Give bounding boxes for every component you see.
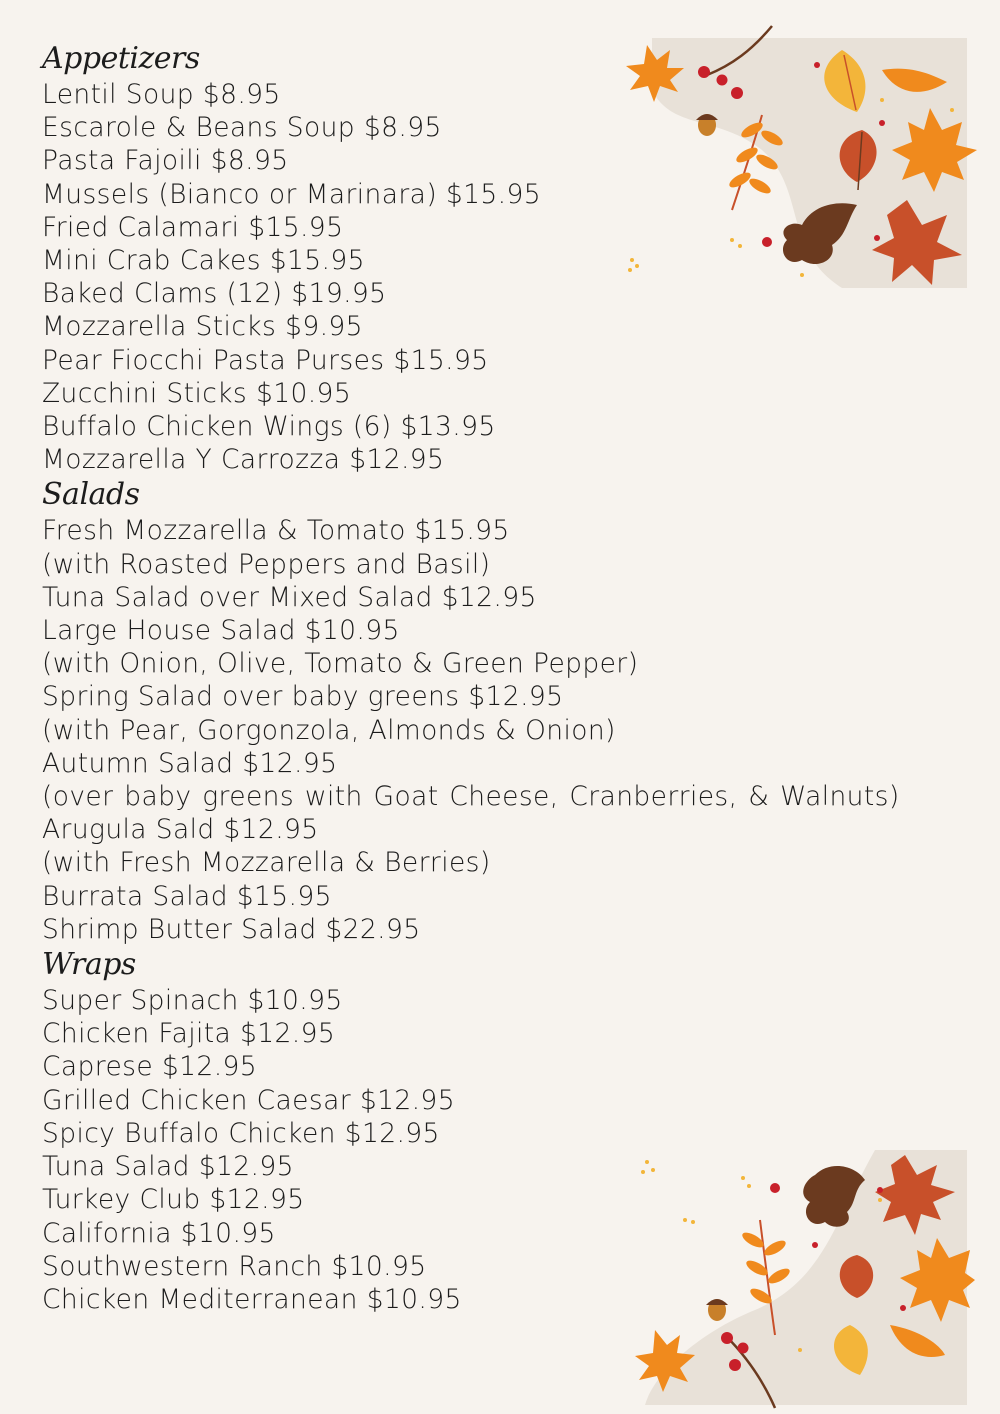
menu-item-note: (with Onion, Olive, Tomato & Green Pepper) <box>42 648 639 680</box>
menu-item: Tuna Salad over Mixed Salad $12.95 <box>42 581 537 613</box>
menu-item: Caprese $12.95 <box>42 1051 258 1083</box>
menu-item: Turkey Club $12.95 <box>42 1184 305 1216</box>
menu-item: Chicken Mediterranean $10.95 <box>42 1283 462 1315</box>
menu-item: Mozzarella Y Carrozza $12.95 <box>42 444 445 476</box>
menu-item: California $10.95 <box>42 1217 276 1249</box>
menu-item: Pasta Fajoili $8.95 <box>42 145 289 177</box>
menu-item: Mini Crab Cakes $15.95 <box>42 245 365 277</box>
menu-item: Tuna Salad $12.95 <box>42 1151 294 1183</box>
menu-item: Large House Salad $10.95 <box>42 615 400 647</box>
menu-item: Pear Fiocchi Pasta Purses $15.95 <box>42 344 489 376</box>
menu-item: Mussels (Bianco or Marinara) $15.95 <box>42 178 542 210</box>
menu-item-note: (with Roasted Peppers and Basil) <box>42 548 491 580</box>
menu-item: Fresh Mozzarella & Tomato $15.95 <box>42 515 510 547</box>
menu-item: Burrata Salad $15.95 <box>42 880 332 912</box>
salads-section <box>42 476 902 946</box>
menu-item-note: (with Pear, Gorgonzola, Almonds & Onion) <box>42 714 616 746</box>
autumn-leaves-icon <box>612 20 982 295</box>
menu-item: Fried Calamari $15.95 <box>42 211 344 243</box>
menu-item-note: (over baby greens with Goat Cheese, Cranberries, & Walnuts) <box>42 781 900 813</box>
menu-item: Lentil Soup $8.95 <box>42 79 281 110</box>
section-title-wraps: Wraps <box>42 947 136 983</box>
menu-item-note: (with Fresh Mozzarella & Berries) <box>42 847 491 879</box>
menu-item: Mozzarella Sticks $9.95 <box>42 311 363 343</box>
menu-item: Zucchini Sticks $10.95 <box>42 377 352 409</box>
menu-item: Autumn Salad $12.95 <box>42 747 338 779</box>
menu-item: Arugula Sald $12.95 <box>42 814 319 846</box>
menu-item: Escarole & Beans Soup $8.95 <box>42 112 442 144</box>
section-title-salads: Salads <box>42 477 140 513</box>
menu-item: Buffalo Chicken Wings (6) $13.95 <box>42 411 496 443</box>
menu-item: Grilled Chicken Caesar $12.95 <box>42 1084 455 1116</box>
menu-item: Chicken Fajita $12.95 <box>42 1018 336 1050</box>
menu-item: Southwestern Ranch $10.95 <box>42 1250 427 1282</box>
section-title-appetizers: Appetizers <box>42 41 200 76</box>
menu-item: Baked Clams (12) $19.95 <box>42 278 387 310</box>
autumn-leaves-icon <box>625 1140 975 1410</box>
menu-item: Shrimp Butter Salad $22.95 <box>42 913 421 945</box>
menu-item: Spring Salad over baby greens $12.95 <box>42 681 564 713</box>
menu-item: Spicy Buffalo Chicken $12.95 <box>42 1117 440 1149</box>
menu-item: Super Spinach $10.95 <box>42 985 343 1017</box>
